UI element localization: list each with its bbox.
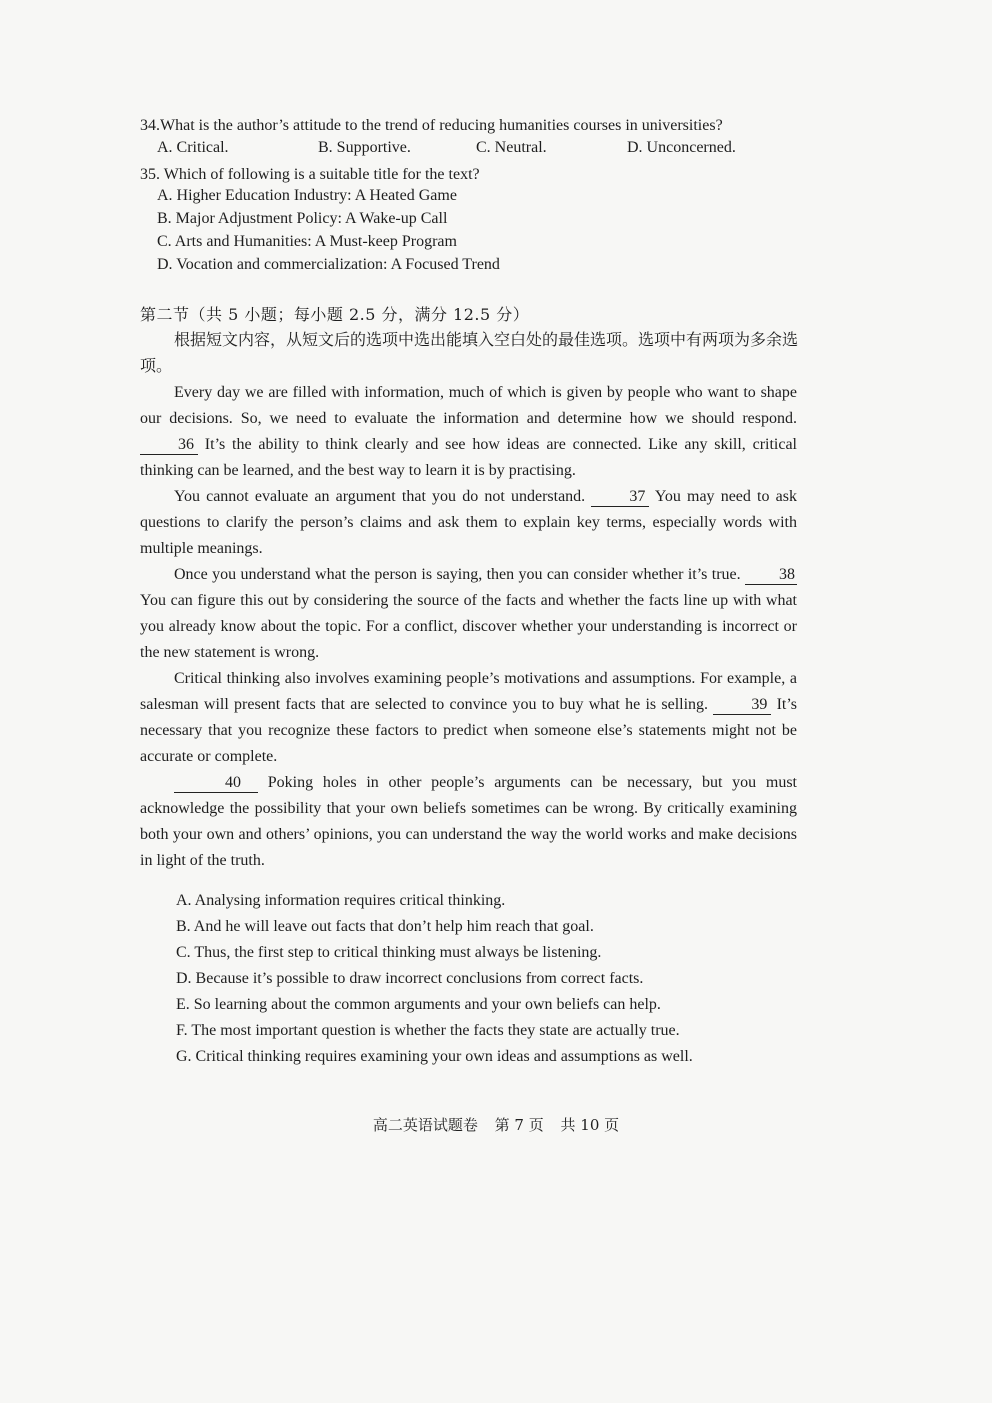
paragraph-2: You cannot evaluate an argument that you do not understand. 37 You may need to ask questions to clarify the person’s claims and ask them to explain key terms, especially words with multiple meanings. [140, 488, 797, 557]
q35-option-c: C. Arts and Humanities: A Must-keep Program [157, 233, 457, 250]
paragraph-3: Once you understand what the person is saying, then you can consider whether it’s true. 38 You can figure this out by considering the source of the facts and whether the facts line up with what you already know about the topic. For a conflict, discover whether your understanding is incorrect or the new statement is wrong. [140, 566, 797, 661]
answer-choices [176, 888, 693, 1070]
choice-c: C. Thus, the first step to critical thinking must always be listening. [176, 944, 602, 961]
choice-d: D. Because it’s possible to draw incorrect conclusions from correct facts. [176, 970, 644, 987]
reading-passage [140, 380, 797, 874]
paragraph-4: Critical thinking also involves examining people’s motivations and assumptions. For example, a salesman will present facts that are selected to convince you to buy what he is selling. 39 It’s necessary that you recognize these factors to predict when someone else’s statements might not be accurate or complete. [140, 670, 798, 765]
section-instruction: 根据短文内容，从短文后的选项中选出能填入空白处的最佳选项。选项中有两项为多余选项。 [140, 330, 799, 375]
page-footer [0, 1114, 992, 1135]
choice-b: B. And he will leave out facts that don’t help him reach that goal. [176, 918, 594, 935]
choice-a: A. Analysing information requires critical thinking. [176, 892, 506, 909]
q35-option-b: B. Major Adjustment Policy: A Wake-up Call [157, 210, 448, 227]
q34-option-a: A. Critical. [157, 139, 229, 156]
blank-36: 36 [140, 436, 198, 455]
footer-total-pages: 共 10 页 [560, 1116, 620, 1134]
choice-e: E. So learning about the common arguments and your own beliefs can help. [176, 996, 661, 1013]
blank-38: 38 [745, 566, 797, 585]
blank-37: 37 [591, 488, 649, 507]
question-34-stem: 34.What is the author’s attitude to the trend of reducing humanities courses in universities? [140, 117, 723, 134]
paragraph-5: 40 Poking holes in other people’s arguments can be necessary, but you must acknowledge the possibility that your own beliefs sometimes can be wrong. By critically examining both your own and others’ opinions, you can understand the way the world works and make decisions in light of the truth. [140, 774, 798, 869]
footer-exam-title: 高二英语试题卷 [372, 1116, 478, 1134]
q34-option-d: D. Unconcerned. [627, 139, 736, 156]
section-title: 第二节（共 5 小题；每小题 2.5 分，满分 12.5 分） [140, 305, 530, 324]
paragraph-1: Every day we are filled with information, much of which is given by people who want to shape our decisions. So, we need to evaluate the information and determine how we should respond. 36 It’s the ability to think clearly and see how ideas are connected. Like any skill, critical thinking can be learned, and the best way to learn it is by practising. [140, 384, 798, 479]
q34-option-b: B. Supportive. [318, 139, 411, 156]
choice-f: F. The most important question is whether the facts they state are actually true. [176, 1022, 680, 1039]
q34-option-c: C. Neutral. [476, 139, 547, 156]
question-35-stem: 35. Which of following is a suitable title for the text? [140, 166, 480, 183]
q35-option-d: D. Vocation and commercialization: A Focused Trend [157, 256, 500, 273]
q35-option-a: A. Higher Education Industry: A Heated Game [157, 187, 457, 204]
choice-g: G. Critical thinking requires examining your own ideas and assumptions as well. [176, 1048, 693, 1065]
blank-39: 39 [713, 696, 771, 715]
blank-40: 40 [174, 774, 258, 793]
footer-page-number: 第 7 页 [494, 1116, 544, 1134]
